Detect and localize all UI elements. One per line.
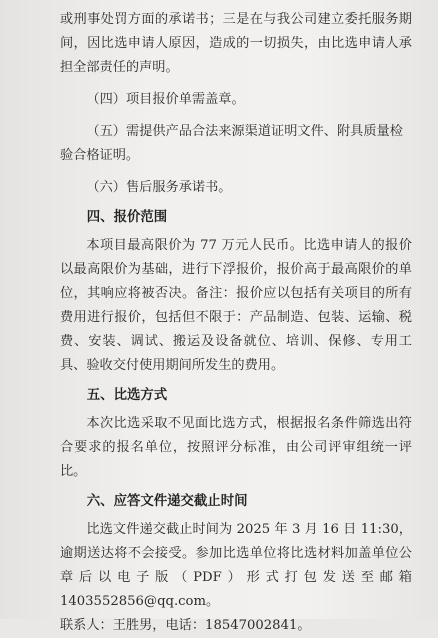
intro-paragraph: 或刑事处罚方面的承诺书；三是在与我公司建立委托服务期间，因比选申请人原因，造成的一切损失，由比选申请人承担全部责任的声明。	[60, 12, 412, 75]
section-6-body: 比选文件递交截止时间为 2025 年 3 月 16 日 11:30，逾期送达将不会接受。参加比选单位将比选材料加盖单位公章后以电子版（PDF）形式打包发送至邮箱 1403552856@qq.com。	[60, 522, 412, 609]
section-5-heading: 五、比选方式	[86, 388, 168, 403]
section-5-body: 本次比选采取不见面比选方式，根据报名条件筛选出符合要求的报名单位，按照评分标准，由公司评审组统一评比。	[60, 416, 412, 479]
document-body	[60, 8, 412, 638]
section-6-heading: 六、应答文件递交截止时间	[86, 494, 248, 509]
section-4-body: 本项目最高限价为 77 万元人民币。比选申请人的报价以最高限价为基础，进行下浮报价，报价高于最高限价的单位，其响应将被否决。备注：报价应以包括有关项目的所有费用进行报价，包括但不限于：产品制造、包装、运输、税费、安装、调试、搬运及设备就位、培训、保修、专用工具、验收交付使用期间所发生的费用。	[60, 238, 412, 373]
item-product-certificates: （五）需提供产品合法来源渠道证明文件、附具质量检验合格证明。	[60, 124, 403, 163]
section-4-heading: 四、报价范围	[86, 210, 168, 225]
contact-line: 联系人：王胜男，电话：18547002841。	[60, 618, 311, 633]
item-after-sales: （六）售后服务承诺书。	[86, 180, 232, 195]
item-quote-sheet: （四）项目报价单需盖章。	[86, 92, 245, 107]
